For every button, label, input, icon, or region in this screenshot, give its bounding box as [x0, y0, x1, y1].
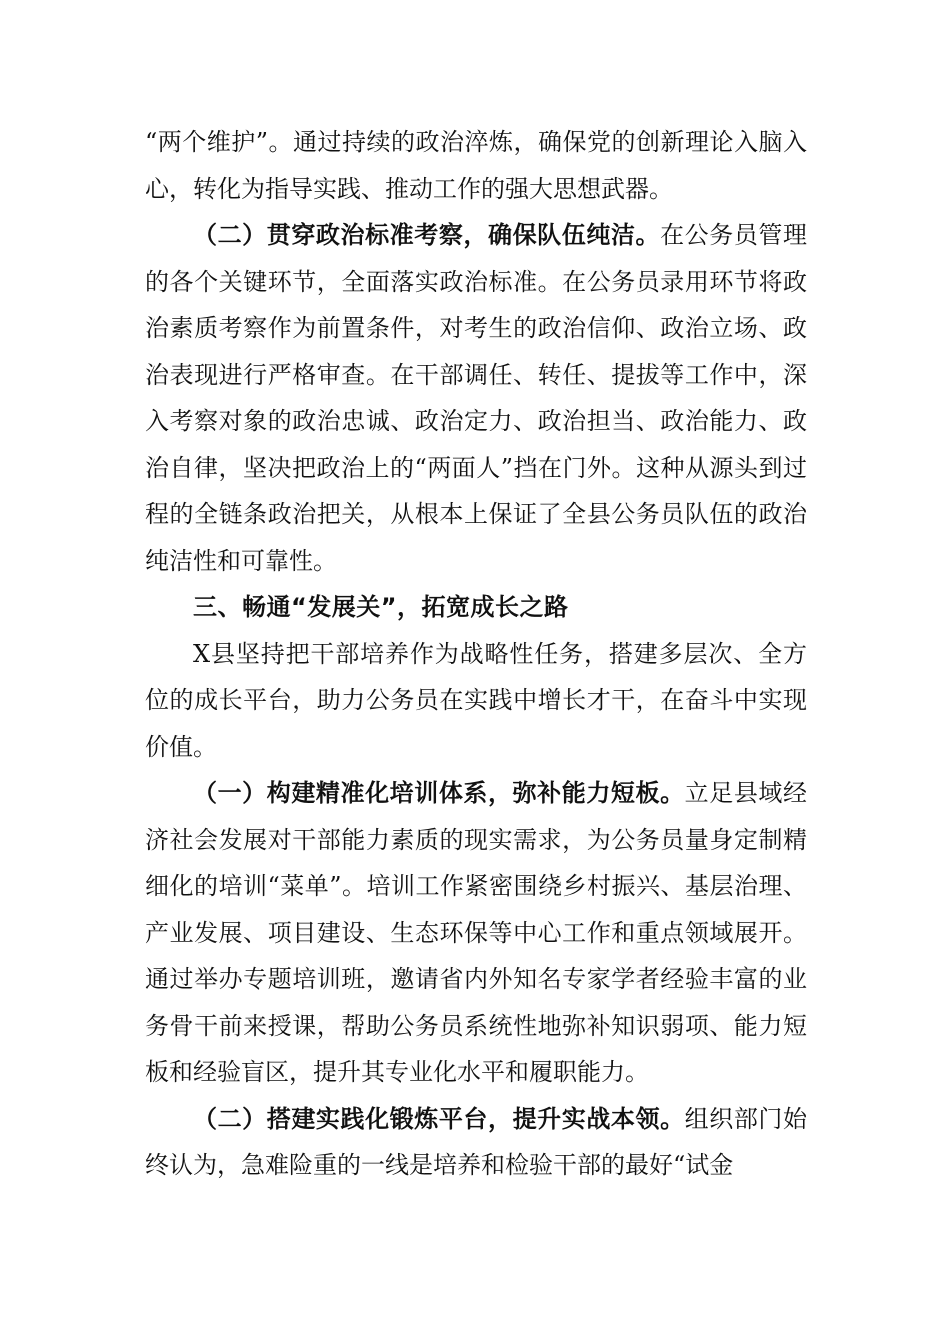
paragraph-text: 在公务员管理的各个关键环节，全面落实政治标准。在公务员录用环节将政治素质考察作为前置条件，对考生的政治信仰、政治立场、政治表现进行严格审查。在干部调任、转任、提拔等工作中，深入考察对象的政治忠诚、政治定力、政治担当、政治能力、政治自律，坚决把政治上的“两面人”挡在门外。这种从源头到过程的全链条政治把关，从根本上保证了全县公务员队伍的政治纯洁性和可靠性。: [145, 221, 808, 575]
subsection-title: （二）贯穿政治标准考察，确保队伍纯洁。: [193, 220, 661, 249]
paragraph-text: 立足县域经济社会发展对干部能力素质的现实需求，为公务员量身定制精细化的培训“菜单”。培训工作紧密围绕乡村振兴、基层治理、产业发展、项目建设、生态环保等中心工作和重点领域展开。通过举办专题培训班，邀请省内外知名专家学者经验丰富的业务骨干前来授课，帮助公务员系统性地弥补知识弱项、能力短板和经验盲区，提升其专业化水平和履职能力。: [145, 779, 808, 1086]
subsection-title: （一）构建精准化培训体系，弥补能力短板。: [193, 778, 685, 807]
paragraph-subsection-practice: [145, 1096, 807, 1189]
paragraph-subsection-training: [145, 770, 807, 1096]
document-body: [145, 119, 807, 1189]
paragraph-text: 组织部门始终认为，急难险重的一线是培养和检验干部的最好“试金: [145, 1104, 808, 1179]
paragraph-body: X县坚持把干部培养作为战略性任务，搭建多层次、全方位的成长平台，助力公务员在实践中增长才干，在奋斗中实现价值。: [145, 639, 807, 761]
paragraph-continuation: “两个维护”。通过持续的政治淬炼，确保党的创新理论入脑入心，转化为指导实践、推动工作的强大思想武器。: [145, 128, 807, 203]
paragraph-subsection-political-standards: [145, 212, 807, 584]
subsection-title: （二）搭建实践化锻炼平台，提升实战本领。: [193, 1103, 685, 1133]
section-heading: 三、畅通“发展关”，拓宽成长之路: [193, 593, 569, 621]
